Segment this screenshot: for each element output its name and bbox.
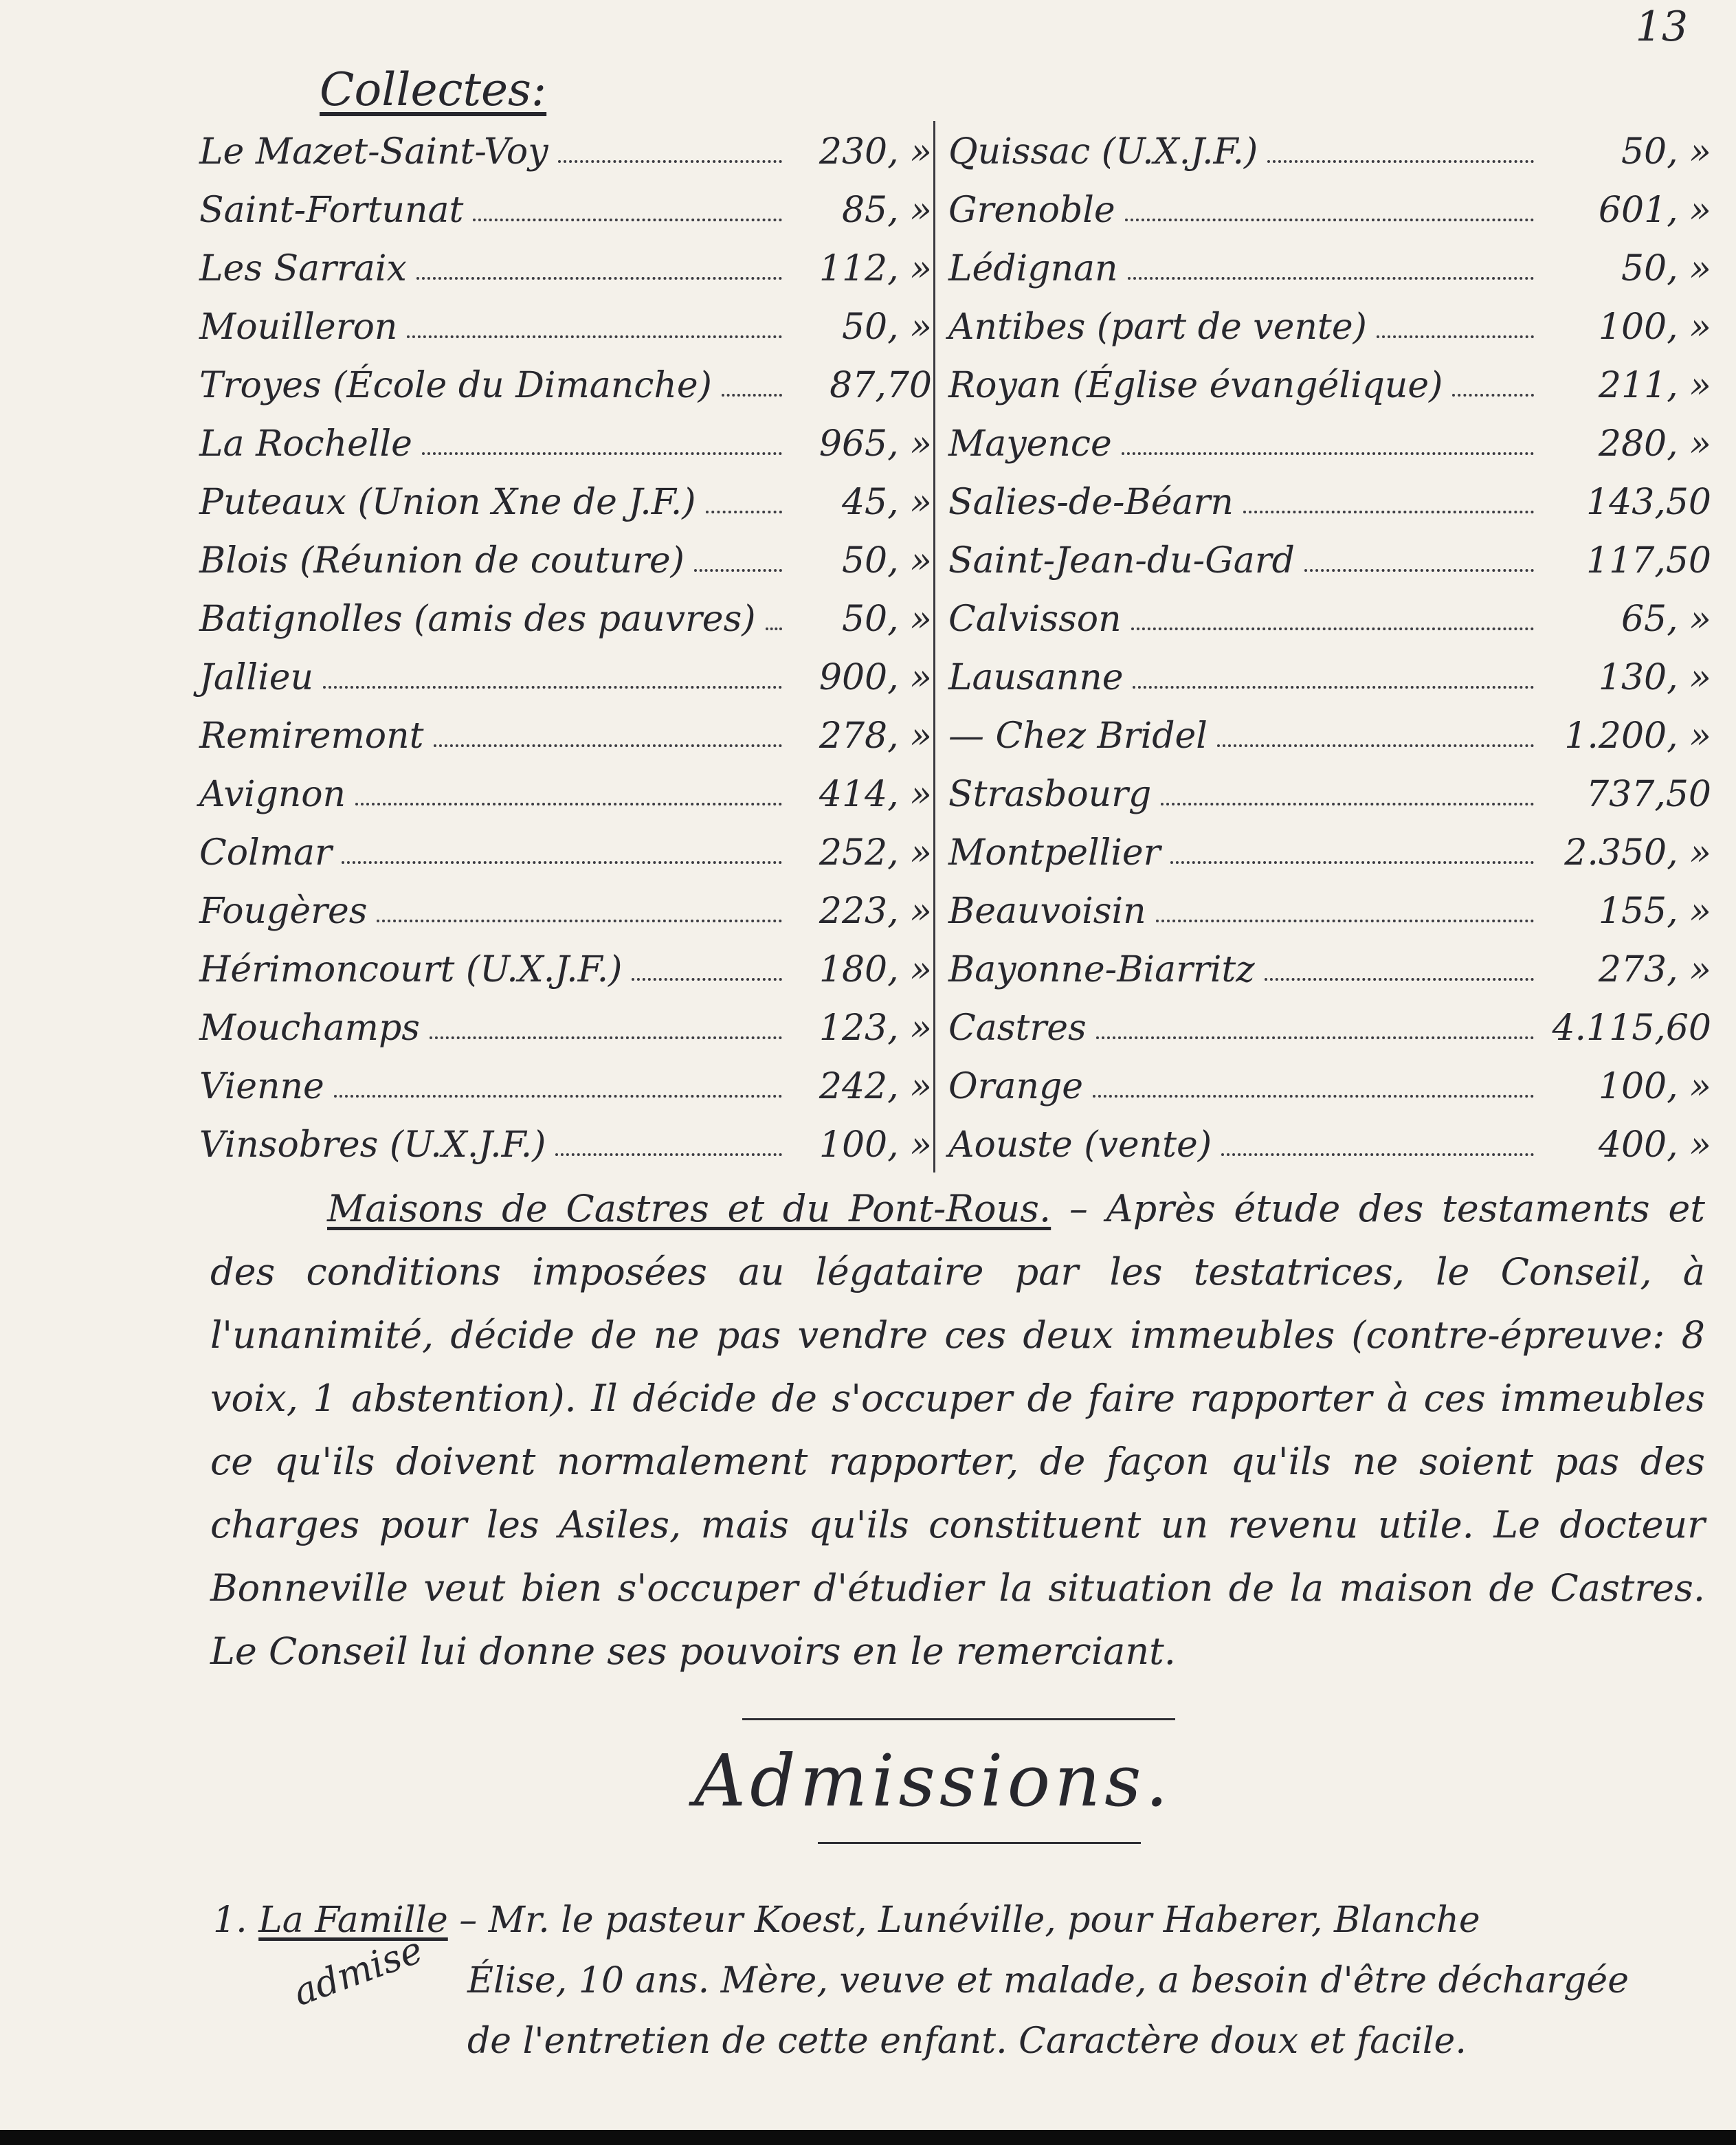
- page-number: 13: [1635, 3, 1688, 51]
- collecte-place: Orange: [948, 1066, 1084, 1107]
- collecte-place: Mouilleron: [199, 307, 398, 348]
- collecte-amount: 273, »: [1598, 949, 1711, 990]
- collecte-row: [199, 173, 932, 231]
- collecte-amount: 45, »: [841, 482, 932, 523]
- collecte-place: Castres: [948, 1008, 1087, 1049]
- collecte-amount: 278, »: [819, 715, 932, 757]
- collecte-place: Le Mazet-Saint-Voy: [199, 131, 548, 173]
- collecte-place: Troyes (École du Dimanche): [199, 365, 712, 406]
- dot-leader: [422, 452, 782, 455]
- collecte-amount: 100, »: [1598, 307, 1711, 348]
- dot-leader: [355, 803, 782, 805]
- collecte-place: Lédignan: [948, 248, 1118, 289]
- collecte-row: [199, 1107, 932, 1166]
- collecte-place: Strasbourg: [948, 774, 1152, 815]
- maisons-text: – Après étude des testaments et des conditions imposées au légataire par les testatrices, le Conseil, à l'unanimité, décide de ne pas vendre ces deux immeubles (contre-épreuve: 8 voix, 1 abstention). Il décide de s'occuper de faire rapporter à ces immeubles ce qu'ils doivent normalement rapporter, de façon qu'ils ne soient pas des charges pour les Asiles, mais qu'ils constituent un revenu utile. Le docteur Bonneville veut bien s'occuper d'étudier la situation de la maison de Castres. Le Conseil lui donne ses pouvoirs en le remerciant.: [210, 1187, 1705, 1673]
- dot-leader: [1161, 803, 1534, 805]
- collecte-row: [199, 640, 932, 698]
- collecte-place: Avignon: [199, 774, 346, 815]
- dot-leader: [342, 861, 782, 864]
- collecte-amount: 280, »: [1598, 423, 1711, 465]
- collecte-place: Saint-Fortunat: [199, 190, 464, 231]
- dot-leader: [1304, 569, 1534, 572]
- collecte-amount: 2.350, »: [1564, 832, 1711, 874]
- collecte-amount: 601, »: [1598, 190, 1711, 231]
- collecte-amount: 242, »: [819, 1066, 932, 1107]
- dot-leader: [416, 277, 782, 280]
- collecte-place: Bayonne-Biarritz: [948, 949, 1255, 990]
- maisons-heading: Maisons de Castres et du Pont-Rous.: [327, 1187, 1051, 1230]
- collecte-amount: 117,50: [1586, 540, 1711, 581]
- collecte-amount: 130, »: [1598, 657, 1711, 698]
- collecte-row: [199, 114, 932, 173]
- collecte-row: [199, 465, 932, 523]
- dot-leader: [1267, 160, 1534, 163]
- admission-line-3: de l'entretien de cette enfant. Caractère doux et facile.: [467, 2021, 1467, 2062]
- column-divider: [933, 121, 935, 1172]
- collecte-place: Les Sarraix: [199, 248, 407, 289]
- collecte-row: [948, 581, 1711, 640]
- dot-leader: [706, 511, 782, 513]
- collecte-amount: 143,50: [1586, 482, 1711, 523]
- collecte-place: Batignolles (amis des pauvres): [199, 599, 756, 640]
- collecte-place: Antibes (part de vente): [948, 307, 1367, 348]
- collecte-amount: 112, »: [819, 248, 932, 289]
- collecte-row: [199, 990, 932, 1049]
- collecte-row: [199, 757, 932, 815]
- dot-leader: [1170, 861, 1534, 864]
- collecte-row: [199, 874, 932, 932]
- collecte-row: [948, 874, 1711, 932]
- dot-leader: [1131, 627, 1534, 630]
- dot-leader: [766, 627, 782, 630]
- collecte-amount: 85, »: [841, 190, 932, 231]
- collecte-amount: 87,70: [830, 365, 932, 406]
- page-bottom-edge: [0, 2130, 1736, 2145]
- collecte-row: [199, 1049, 932, 1107]
- dot-leader: [1093, 1095, 1534, 1098]
- collecte-amount: 100, »: [819, 1124, 932, 1166]
- collecte-row: [948, 465, 1711, 523]
- collecte-row: [948, 640, 1711, 698]
- dot-leader: [1265, 978, 1534, 981]
- margin-note-admise: admise: [287, 1928, 429, 2014]
- dot-leader: [1156, 920, 1534, 922]
- collecte-row: [948, 990, 1711, 1049]
- dot-leader: [632, 978, 782, 981]
- admission-line-2: Élise, 10 ans. Mère, veuve et malade, a besoin d'être déchargée: [467, 1960, 1629, 2001]
- collecte-row: [948, 1107, 1711, 1166]
- collecte-row: [199, 815, 932, 874]
- section-rule-bottom: [818, 1842, 1141, 1844]
- collecte-amount: 414, »: [819, 774, 932, 815]
- collecte-place: Lausanne: [948, 657, 1124, 698]
- collecte-place: Beauvoisin: [948, 891, 1146, 932]
- collecte-row: [948, 406, 1711, 465]
- dot-leader: [334, 1095, 782, 1098]
- dot-leader: [1128, 277, 1535, 280]
- collecte-row: [948, 757, 1711, 815]
- collecte-amount: 50, »: [841, 307, 932, 348]
- dot-leader: [722, 394, 782, 397]
- collecte-place: Salies-de-Béarn: [948, 482, 1234, 523]
- collecte-place: Aouste (vente): [948, 1124, 1212, 1166]
- collecte-place: Mouchamps: [199, 1008, 420, 1049]
- collecte-amount: 100, »: [1598, 1066, 1711, 1107]
- collecte-row: [948, 1049, 1711, 1107]
- collecte-amount: 1.200, »: [1564, 715, 1711, 757]
- collecte-place: Quissac (U.X.J.F.): [948, 131, 1258, 173]
- collecte-place: Remiremont: [199, 715, 424, 757]
- dot-leader: [1217, 744, 1534, 747]
- collecte-row: [199, 932, 932, 990]
- collecte-amount: 4.115,60: [1552, 1008, 1711, 1049]
- collecte-amount: 155, »: [1598, 891, 1711, 932]
- dot-leader: [555, 1153, 782, 1156]
- collecte-place: Calvisson: [948, 599, 1122, 640]
- dot-leader: [1243, 511, 1534, 513]
- dot-leader: [434, 744, 783, 747]
- collecte-row: [948, 932, 1711, 990]
- collecte-amount: 50, »: [841, 599, 932, 640]
- collecte-amount: 900, »: [819, 657, 932, 698]
- collecte-row: [948, 698, 1711, 757]
- collecte-amount: 211, »: [1598, 365, 1711, 406]
- collectes-title: Collectes:: [320, 63, 547, 116]
- dot-leader: [377, 920, 782, 922]
- collecte-amount: 252, »: [819, 832, 932, 874]
- admission-line-1-rest: – Mr. le pasteur Koest, Lunéville, pour Haberer, Blanche: [459, 1900, 1480, 1941]
- collecte-place: Fougères: [199, 891, 368, 932]
- collecte-place: Jallieu: [199, 657, 314, 698]
- admission-heading: La Famille: [258, 1900, 448, 1941]
- collecte-place: Vienne: [199, 1066, 324, 1107]
- admission-line-1: [213, 1890, 1711, 1950]
- dot-leader: [323, 686, 782, 689]
- collecte-place: — Chez Bridel: [948, 715, 1208, 757]
- collecte-row: [199, 698, 932, 757]
- collecte-row: [199, 406, 932, 465]
- collecte-amount: 180, »: [819, 949, 932, 990]
- collecte-place: Royan (Église évangélique): [948, 365, 1443, 406]
- collecte-place: Vinsobres (U.X.J.F.): [199, 1124, 546, 1166]
- dot-leader: [558, 160, 782, 163]
- dot-leader: [1221, 1153, 1534, 1156]
- collecte-amount: 400, »: [1598, 1124, 1711, 1166]
- admission-number: 1.: [213, 1900, 247, 1941]
- dot-leader: [1125, 219, 1534, 221]
- collecte-amount: 50, »: [841, 540, 932, 581]
- collecte-place: Puteaux (Union Xne de J.F.): [199, 482, 696, 523]
- dot-leader: [1122, 452, 1534, 455]
- collecte-row: [948, 231, 1711, 289]
- collectes-table: [199, 114, 1711, 1186]
- dot-leader: [1377, 335, 1534, 338]
- collecte-row: [948, 114, 1711, 173]
- collecte-row: [199, 581, 932, 640]
- collecte-place: Colmar: [199, 832, 332, 874]
- collecte-amount: 65, »: [1621, 599, 1711, 640]
- collecte-amount: 737,50: [1586, 774, 1711, 815]
- collecte-row: [199, 289, 932, 348]
- dot-leader: [694, 569, 782, 572]
- collecte-place: Mayence: [948, 423, 1112, 465]
- collecte-row: [948, 289, 1711, 348]
- dot-leader: [473, 219, 782, 221]
- collecte-place: Saint-Jean-du-Gard: [948, 540, 1295, 581]
- collectes-right-column: [948, 114, 1711, 1166]
- admissions-title: Admissions.: [694, 1739, 1172, 1823]
- dot-leader: [407, 335, 782, 338]
- dot-leader: [430, 1036, 782, 1039]
- collectes-left-column: [199, 114, 932, 1166]
- collecte-amount: 123, »: [819, 1008, 932, 1049]
- collecte-row: [199, 348, 932, 406]
- collecte-place: Grenoble: [948, 190, 1115, 231]
- maisons-paragraph: [210, 1177, 1705, 1683]
- collecte-place: La Rochelle: [199, 423, 412, 465]
- collecte-place: Blois (Réunion de couture): [199, 540, 685, 581]
- collecte-row: [199, 231, 932, 289]
- collecte-amount: 223, »: [819, 891, 932, 932]
- collecte-amount: 230, »: [819, 131, 932, 173]
- collecte-row: [948, 173, 1711, 231]
- collecte-amount: 50, »: [1621, 248, 1711, 289]
- collecte-row: [948, 523, 1711, 581]
- collecte-place: Montpellier: [948, 832, 1161, 874]
- dot-leader: [1096, 1036, 1534, 1039]
- dot-leader: [1452, 394, 1534, 397]
- collecte-place: Hérimoncourt (U.X.J.F.): [199, 949, 623, 990]
- admission-entry: [213, 1890, 1711, 2071]
- dot-leader: [1133, 686, 1534, 689]
- collecte-amount: 50, »: [1621, 131, 1711, 173]
- collecte-row: [948, 348, 1711, 406]
- collecte-amount: 965, »: [819, 423, 932, 465]
- collecte-row: [948, 815, 1711, 874]
- collecte-row: [199, 523, 932, 581]
- section-rule-top: [742, 1718, 1175, 1720]
